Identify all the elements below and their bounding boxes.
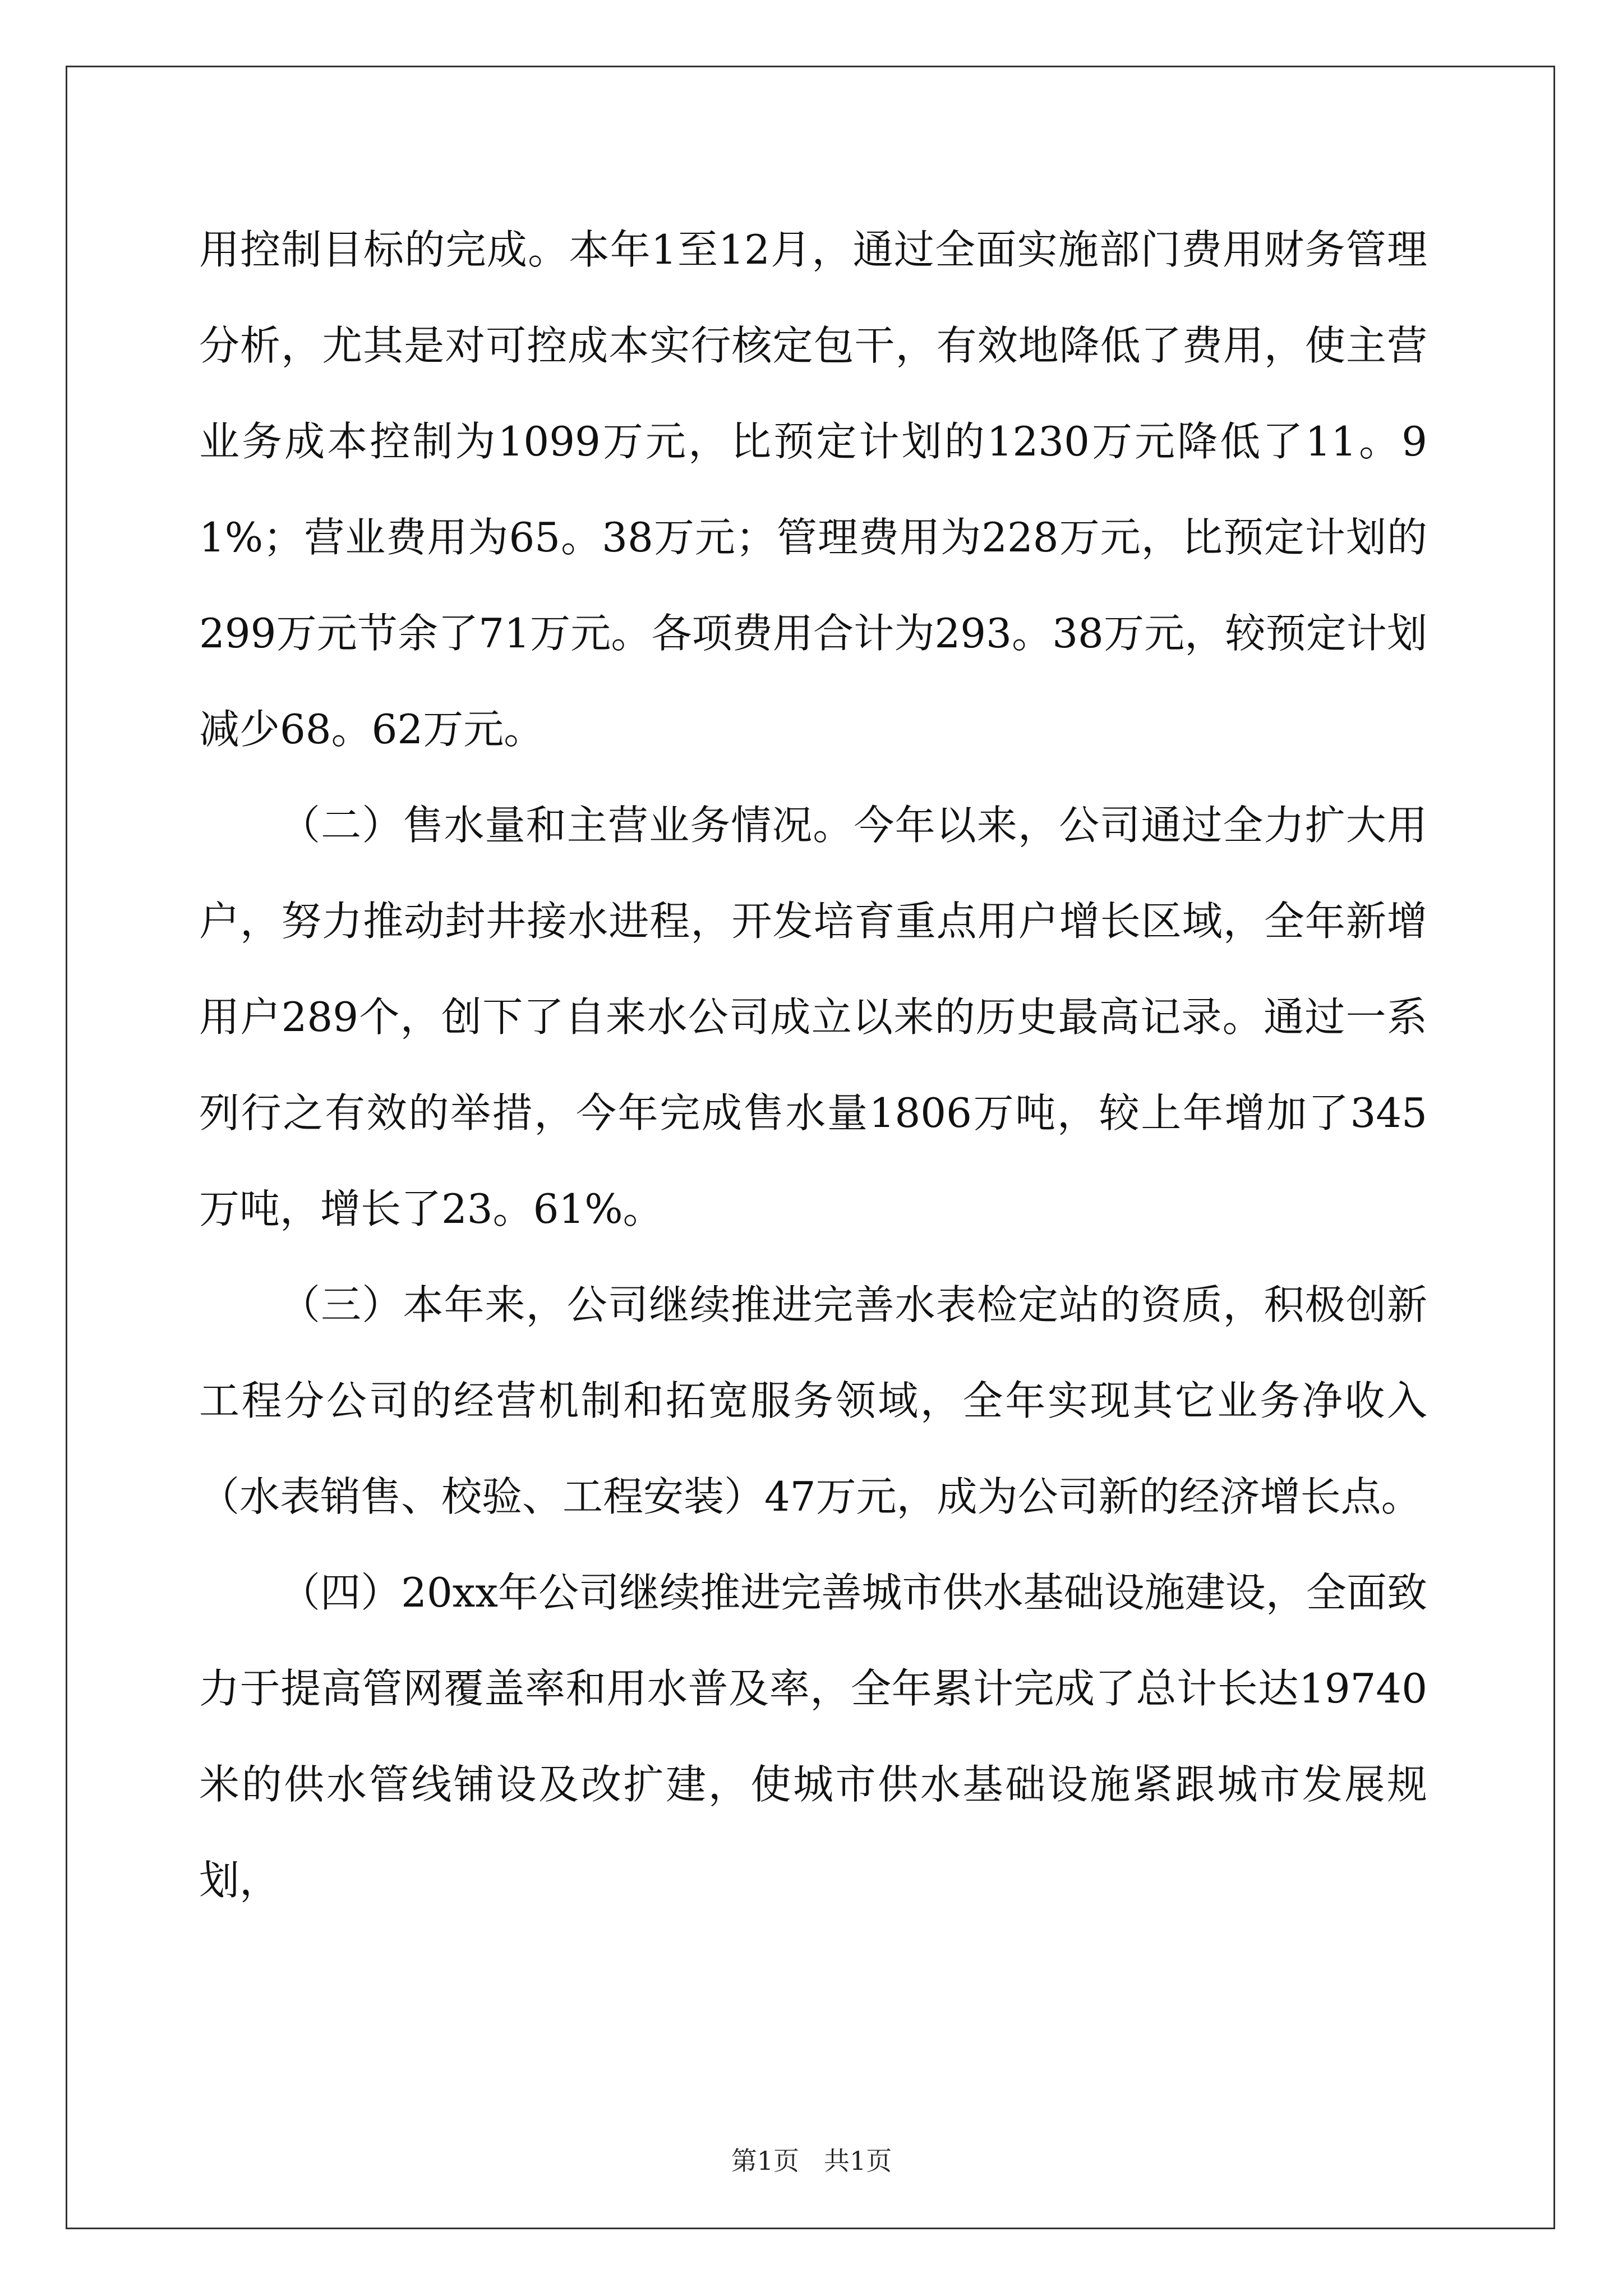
paragraph-3: （三）本年来，公司继续推进完善水表检定站的资质，积极创新工程分公司的经营机制和拓宽服务领域，全年实现其它业务净收入（水表销售、校验、工程安装）47万元，成为公司新的经济增长点。 xyxy=(199,1281,1427,1520)
paragraph-2: （二）售水量和主营业务情况。今年以来，公司通过全力扩大用户，努力推动封井接水进程，开发培育重点用户增长区域，全年新增用户289个，创下了自来水公司成立以来的历史最高记录。通过一系列行之有效的举措，今年完成售水量1806万吨，较上年增加了345万吨，增长了23。61%。 xyxy=(199,802,1427,1232)
page-footer xyxy=(0,2144,1623,2178)
page-total: 共1页 xyxy=(823,2146,892,2176)
page-number: 第1页 xyxy=(731,2146,800,2176)
paragraph-4: （四）20xx年公司继续推进完善城市供水基础设施建设，全面致力于提高管网覆盖率和用水普及率，全年累计完成了总计长达19740米的供水管线铺设及改扩建，使城市供水基础设施紧跟城市发展规划， xyxy=(199,1569,1427,1904)
document-body xyxy=(199,202,1427,1929)
paragraph-1: 用控制目标的完成。本年1至12月，通过全面实施部门费用财务管理分析，尤其是对可控成本实行核定包干，有效地降低了费用，使主营业务成本控制为1099万元，比预定计划的1230万元降低了11。91%；营业费用为65。38万元；管理费用为228万元，比预定计划的299万元节余了71万元。各项费用合计为293。38万元，较预定计划减少68。62万元。 xyxy=(199,226,1427,753)
